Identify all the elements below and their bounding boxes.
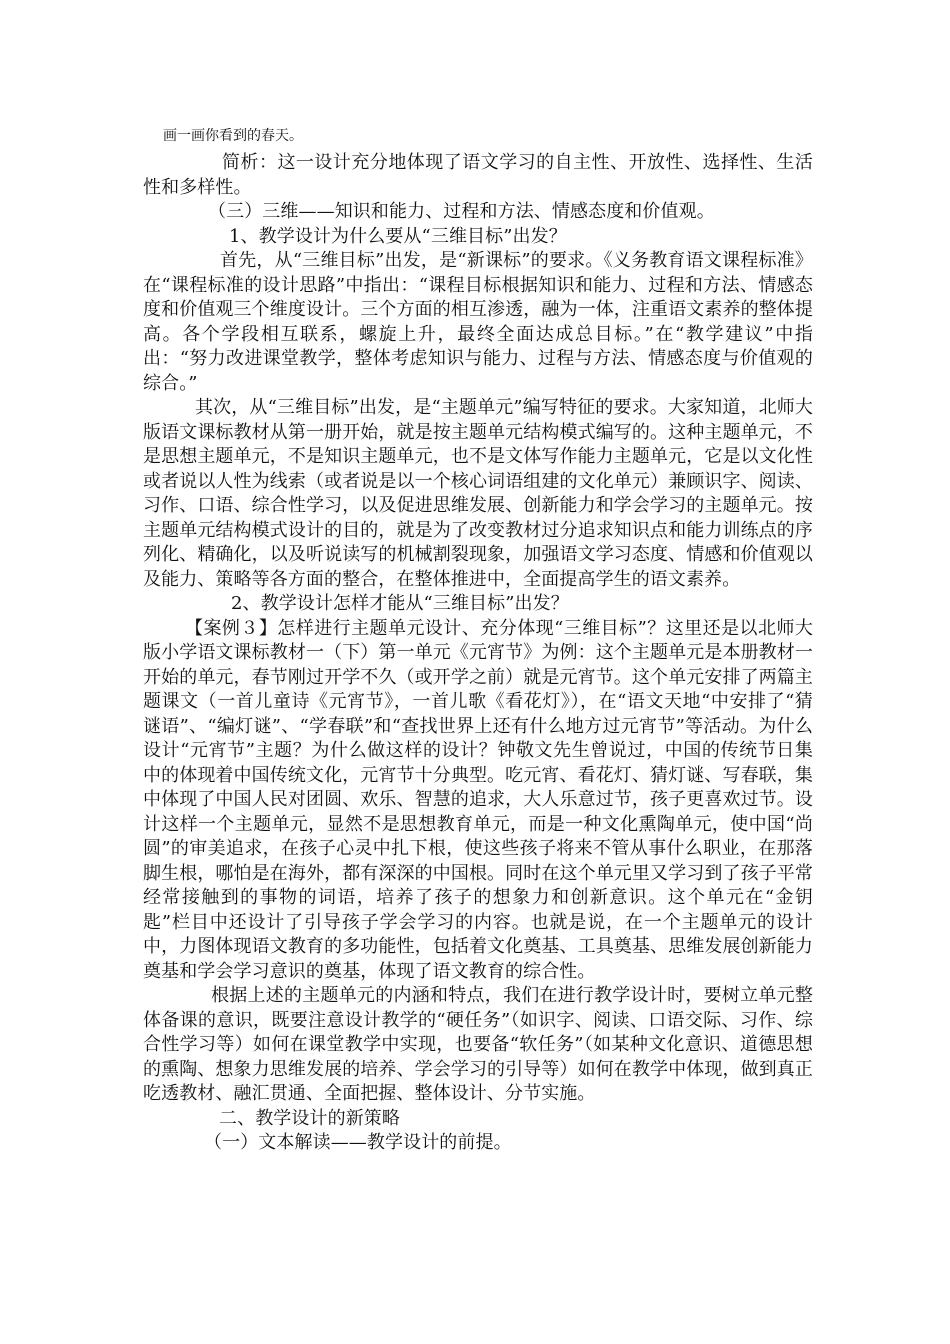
section-heading-new-strategies: 二、教学设计的新策略 bbox=[219, 1107, 400, 1129]
caption-line: 画一画你看到的春天。 bbox=[163, 128, 303, 144]
case-study-paragraph: 【案例３】怎样进行主题单元设计、充分体现“三维目标”？这里还是以北师大版小学语文课标教材一（下）第一单元《元宵节》为例：这个主题单元是本册教材一开始的单元，春节刚过开学不久（或开学之前）就是元宵节。这个单元安排了两篇主题课文（一首儿童诗《元宵节》，一首儿歌《看花灯》），在“语文天地“中安排了“猜谜语”、“编灯谜”、“学春联”和“查找世界上还有什么地方过元宵节”等活动。为什么设计“元宵节”主题？为什么做这样的设计？钟敬文先生曾说过，中国的传统节日集中的体现着中国传统文化，元宵节十分典型。吃元宵、看花灯、猜灯谜、写春联，集中体现了中国人民对团圆、欢乐、智慧的追求，大人乐意过节，孩子更喜欢过节。设计这样一个主题单元，显然不是思想教育单元，而是一种文化熏陶单元，使中国“尚圆”的审美追求，在孩子心灵中扎下根，使这些孩子将来不管从事什么职业，在那落脚生根，哪怕是在海外，都有深深的中国根。同时在这个单元里又学习到了孩子平常经常接触到的事物的词语，培养了孩子的想象力和创新意识。这个单元在“金钥匙”栏目中还设计了引导孩子学会学习的内容。也就是说，在一个主题单元的设计中，力图体现语文教育的多功能性，包括着文化奠基、工具奠基、思维发展创新能力奠基和学会学习意识的奠基，体现了语文教育的综合性。 bbox=[143, 617, 813, 982]
analysis-paragraph: 简析：这一设计充分地体现了语文学习的自主性、开放性、选择性、生活性和多样性。 bbox=[143, 152, 813, 198]
document-body bbox=[143, 151, 813, 1156]
question-heading-2: 2、教学设计怎样才能从“三维目标”出发？ bbox=[231, 593, 569, 614]
summary-paragraph: 根据上述的主题单元的内涵和特点，我们在进行教学设计时，要树立单元整体备课的意识，既要注意设计教学的“硬任务”（如识字、阅读、口语交际、习作、综合性学习等）如何在课堂教学中实现，也要备“软任务”（如某种文化意识、道德思想的熏陶、想象力思维发展的培养、学会学习的引导等）如何在教学中体现，做到真正吃透教材、融汇贯通、全面把握、整体设计、分节实施。 bbox=[143, 985, 813, 1104]
body-paragraph-first: 首先，从“三维目标”出发，是“新课标”的要求。《义务教育语文课程标准》在“课程标准的设计思路”中指出：“课程目标根据知识和能力、过程和方法、情感态度和价值观三个维度设计。三个方面的相互渗透，融为一体，注重语文素养的整体提高。各个学段相互联系，螺旋上升，最终全面达成总目标。”在“教学建议”中指出：“努力改进课堂教学，整体考虑知识与能力、过程与方法、情感态度与价值观的综合。” bbox=[143, 250, 813, 394]
subsection-heading-text-reading: （一）文本解读——教学设计的前提。 bbox=[204, 1132, 512, 1153]
body-paragraph-second: 其次，从“三维目标”出发，是“主题单元”编写特征的要求。大家知道，北师大版语文课标教材从第一册开始，就是按主题单元结构模式编写的。这种主题单元，不是思想主题单元，不是知识主题单元，也不是文体写作能力主题单元，它是以文化性或者说以人性为线索（或者说是以一个核心词语组建的文化单元）兼顾识字、阅读、习作、口语、综合性学习，以及促进思维发展、创新能力和学会学习的主题单元。按主题单元结构模式设计的目的，就是为了改变教材过分追求知识点和能力训练点的序列化、精确化，以及听说读写的机械割裂现象，加强语文学习态度、情感和价值观以及能力、策略等各方面的整合，在整体推进中，全面提高学生的语文素养。 bbox=[143, 397, 813, 590]
section-heading-three-dimensions: （三）三维——知识和能力、过程和方法、情感态度和价值观。 bbox=[208, 201, 715, 222]
question-heading-1: 1、教学设计为什么要从“三维目标”出发？ bbox=[229, 225, 567, 247]
